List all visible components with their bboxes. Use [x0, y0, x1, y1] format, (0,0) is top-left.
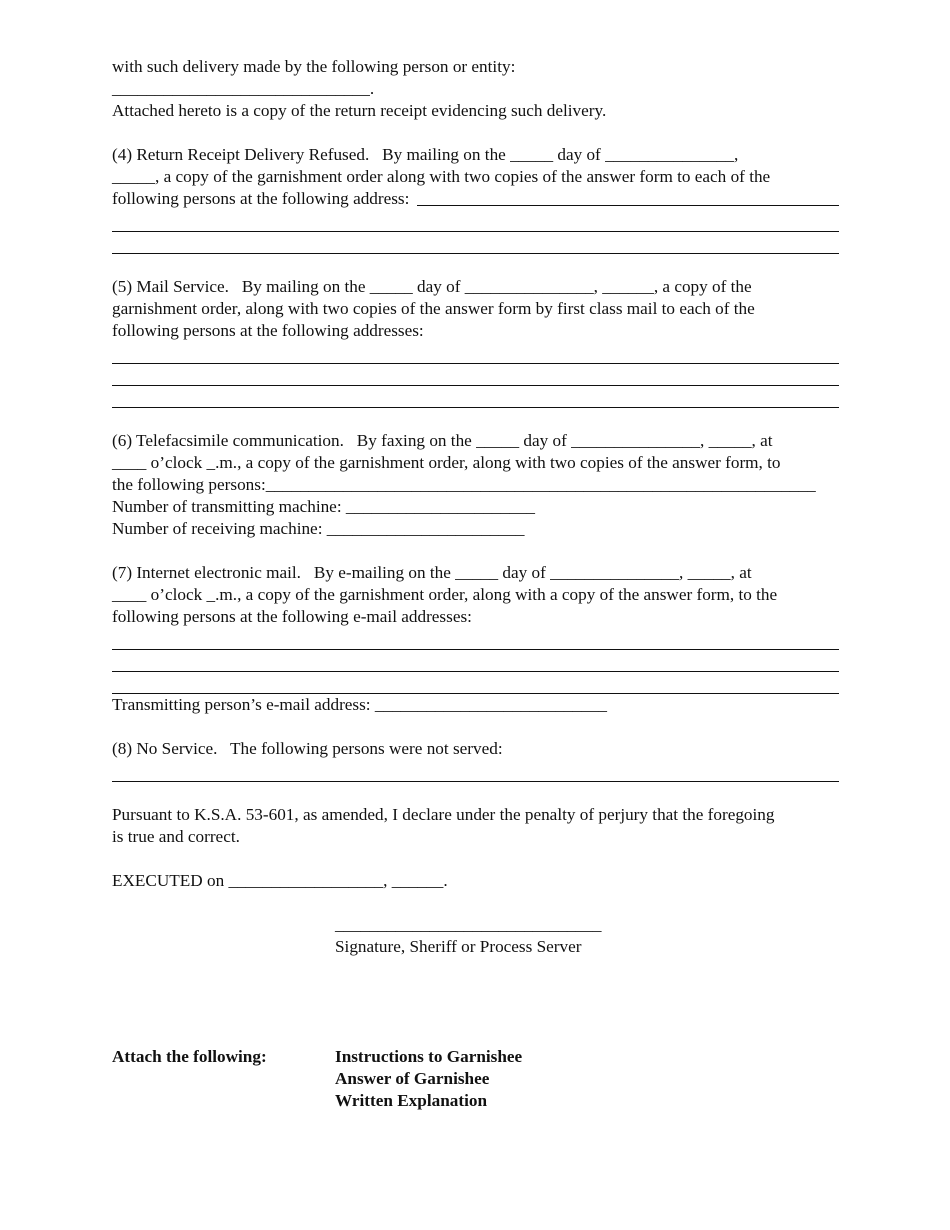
- section-8-line-1: (8) No Service. The following persons were not served:: [112, 738, 503, 758]
- attachments-list: [335, 1046, 522, 1112]
- declaration-line-2: is true and correct.: [112, 826, 240, 846]
- attachment-item: Instructions to Garnishee: [335, 1046, 523, 1066]
- intro-line-2: ______________________________.: [112, 79, 375, 98]
- attachments-label: Attach the following:: [112, 1046, 267, 1066]
- document-page: [112, 56, 839, 1112]
- section-7-blank-line: [112, 650, 839, 672]
- section-7-blank-line: [112, 672, 839, 694]
- declaration-line-1: Pursuant to K.S.A. 53-601, as amended, I declare under the penalty of perjury that the foregoing: [112, 804, 775, 824]
- section-4-blank-line: [112, 210, 839, 232]
- section-5-blank-line: [112, 364, 839, 386]
- section-4-blank-line: [112, 232, 839, 254]
- section-5-line-3: following persons at the following addresses:: [112, 320, 424, 340]
- section-7-line-2: ____ o’clock _.m., a copy of the garnishment order, along with a copy of the answer form, to the: [112, 584, 778, 604]
- section-6-line-1: (6) Telefacsimile communication. By faxing on the _____ day of _______________, _____, at: [112, 430, 773, 450]
- section-5-blank-line: [112, 386, 839, 408]
- signature-line: _______________________________: [335, 914, 602, 934]
- section-5-line-1: (5) Mail Service. By mailing on the _____ day of _______________, ______, a copy of the: [112, 276, 752, 296]
- receiving-machine-field: Number of receiving machine: _______________________: [112, 518, 525, 538]
- transmitting-machine-field: Number of transmitting machine: ______________________: [112, 496, 535, 516]
- executed-date-field: EXECUTED on __________________, ______.: [112, 870, 448, 890]
- attachment-item: Answer of Garnishee: [335, 1068, 490, 1088]
- section-6-line-3: the following persons:________________________________________________________________: [112, 474, 816, 494]
- attachment-item: Written Explanation: [335, 1090, 488, 1110]
- signature-label: Signature, Sheriff or Process Server: [335, 936, 582, 956]
- section-4-line-3: [112, 188, 839, 210]
- section-8-blank-line: [112, 760, 839, 782]
- section-7-line-3: following persons at the following e-mail addresses:: [112, 606, 472, 626]
- attachments-section: [112, 1046, 839, 1112]
- section-7-line-1: (7) Internet electronic mail. By e-mailing on the _____ day of _______________, _____, at: [112, 562, 752, 582]
- section-4-address-blank: [417, 192, 839, 206]
- intro-line-1: with such delivery made by the following person or entity:: [112, 57, 516, 76]
- section-4-line-2: _____, a copy of the garnishment order along with two copies of the answer form to each of the: [112, 167, 771, 186]
- section-5-line-2: garnishment order, along with two copies of the answer form by first class mail to each of the: [112, 298, 755, 318]
- section-7-blank-line: [112, 628, 839, 650]
- intro-line-3: Attached hereto is a copy of the return receipt evidencing such delivery.: [112, 101, 607, 120]
- transmitting-email-field: Transmitting person’s e-mail address: ___________________________: [112, 694, 607, 714]
- section-5-blank-line: [112, 342, 839, 364]
- section-4-address-label: following persons at the following address:: [112, 189, 410, 208]
- section-4-line-1: (4) Return Receipt Delivery Refused. By mailing on the _____ day of _______________,: [112, 145, 739, 164]
- section-6-line-2: ____ o’clock _.m., a copy of the garnishment order, along with two copies of the answer form, to: [112, 452, 781, 472]
